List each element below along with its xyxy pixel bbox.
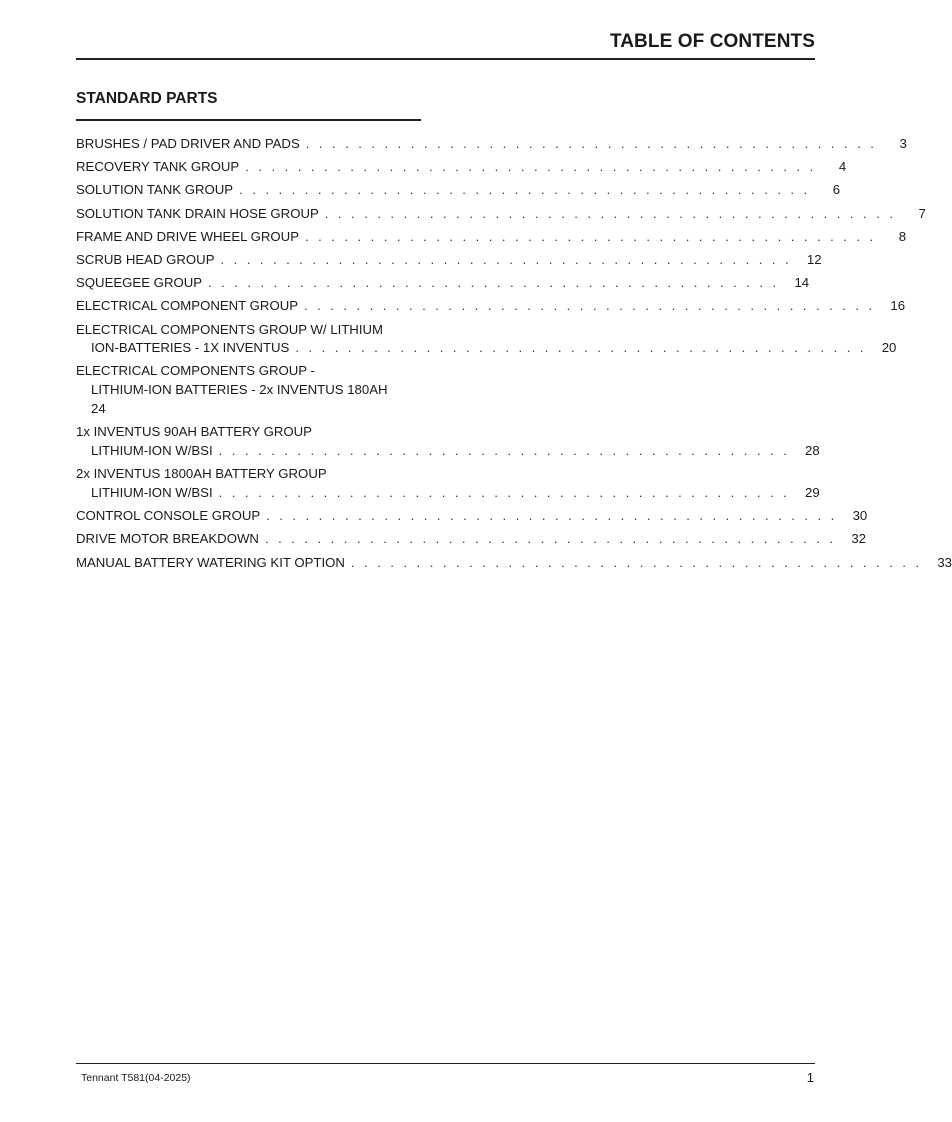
toc-entry[interactable] <box>76 274 810 293</box>
toc-entry[interactable] <box>76 297 906 316</box>
section-rule <box>76 119 421 121</box>
toc-entry-title: CONTROL CONSOLE GROUP <box>76 508 261 524</box>
toc-dot-leader: . . . . . . . . . . . . . . . . . . . . . . . . . . . . . . . . . . . . . . . . . . . . <box>305 228 877 244</box>
toc-entry-title: SCRUB HEAD GROUP <box>76 251 215 267</box>
section-title: STANDARD PARTS <box>76 90 218 107</box>
toc-page-number: 7 <box>918 205 926 221</box>
toc-entry[interactable] <box>76 135 907 154</box>
toc-line <box>76 297 906 316</box>
toc-page-number: 29 <box>805 485 820 501</box>
toc-line <box>76 442 820 461</box>
toc-line <box>76 339 897 358</box>
toc-page-number: 32 <box>851 531 866 547</box>
toc-entry-title: LITHIUM-ION W/BSI <box>91 485 213 501</box>
toc-page-number: 12 <box>806 251 822 267</box>
header-rule <box>76 58 815 60</box>
toc-entry-title: ION-BATTERIES - 1X INVENTUS <box>91 340 290 356</box>
toc-entry-title: LITHIUM-ION W/BSI <box>91 443 213 459</box>
toc-entry-title: FRAME AND DRIVE WHEEL GROUP <box>76 228 299 244</box>
toc-entry[interactable] <box>76 362 421 418</box>
toc-entry-title: SOLUTION TANK GROUP <box>76 182 234 198</box>
toc-entry[interactable] <box>76 321 897 359</box>
toc-page-number: 4 <box>838 159 847 175</box>
toc-entry[interactable] <box>76 530 866 549</box>
toc-entry[interactable] <box>76 507 868 526</box>
toc-line <box>76 400 421 419</box>
toc-entry-title: 24 <box>91 401 106 417</box>
footer-page-number: 1 <box>806 1070 814 1085</box>
toc-entry[interactable] <box>76 423 820 461</box>
toc-entry-title: DRIVE MOTOR BREAKDOWN <box>76 531 259 547</box>
toc-entry-title: BRUSHES / PAD DRIVER AND PADS <box>76 136 300 151</box>
footer-document-id: Tennant T581(04-2025) <box>81 1072 191 1084</box>
toc-dot-leader: . . . . . . . . . . . . . . . . . . . . . . . . . . . . . . . . . . . . . . . . . . . . <box>218 443 790 459</box>
toc-dot-leader: . . . . . . . . . . . . . . . . . . . . . . . . . . . . . . . . . . . . . . . . . . . . <box>208 275 780 291</box>
toc-page-number: 3 <box>899 136 907 151</box>
footer-rule <box>76 1063 815 1064</box>
toc-entry[interactable] <box>76 158 847 177</box>
toc-page-number: 6 <box>832 182 841 198</box>
toc-page-number: 16 <box>890 298 906 314</box>
toc-entry-title: RECOVERY TANK GROUP <box>76 159 240 175</box>
toc-entry-title: LITHIUM-ION BATTERIES - 2x INVENTUS 180AH <box>91 382 388 398</box>
toc-dot-leader: . . . . . . . . . . . . . . . . . . . . . . . . . . . . . . . . . . . . . . . . . . . . <box>305 136 877 151</box>
toc-entry-title: ELECTRICAL COMPONENT GROUP <box>76 298 299 314</box>
toc-line <box>76 321 421 340</box>
toc-dot-leader: . . . . . . . . . . . . . . . . . . . . . . . . . . . . . . . . . . . . . . . . . . . . <box>220 251 792 267</box>
toc-dot-leader: . . . . . . . . . . . . . . . . . . . . . . . . . . . . . . . . . . . . . . . . . . . . <box>324 205 896 221</box>
toc-line <box>76 181 841 200</box>
toc-line <box>76 251 822 270</box>
toc-line <box>76 228 907 247</box>
toc-entry-title: MANUAL BATTERY WATERING KIT OPTION <box>76 554 345 570</box>
toc-dot-leader: . . . . . . . . . . . . . . . . . . . . . . . . . . . . . . . . . . . . . . . . . . . . <box>239 182 811 198</box>
toc-line <box>76 158 847 177</box>
toc-dot-leader: . . . . . . . . . . . . . . . . . . . . . . . . . . . . . . . . . . . . . . . . . . . . <box>304 298 876 314</box>
toc-page-number: 8 <box>898 228 907 244</box>
toc-entry[interactable] <box>76 181 841 200</box>
toc-entry-title: ELECTRICAL COMPONENTS GROUP - <box>76 363 315 379</box>
table-of-contents <box>76 135 952 577</box>
toc-entry-title: SOLUTION TANK DRAIN HOSE GROUP <box>76 205 319 221</box>
toc-entry[interactable] <box>76 465 820 503</box>
toc-line <box>76 205 926 224</box>
toc-dot-leader: . . . . . . . . . . . . . . . . . . . . . . . . . . . . . . . . . . . . . . . . . . . . <box>264 531 836 547</box>
toc-line <box>76 381 421 400</box>
page-title: TABLE OF CONTENTS <box>609 31 815 52</box>
toc-page-number: 14 <box>794 275 810 291</box>
toc-entry[interactable] <box>76 228 907 247</box>
toc-dot-leader: . . . . . . . . . . . . . . . . . . . . . . . . . . . . . . . . . . . . . . . . . . . . <box>266 508 838 524</box>
toc-entry[interactable] <box>76 205 926 224</box>
toc-page-number: 30 <box>852 508 868 524</box>
toc-line <box>76 423 421 442</box>
toc-line <box>76 530 866 549</box>
toc-line <box>76 135 907 154</box>
toc-line <box>76 362 421 381</box>
toc-page-number: 28 <box>805 443 820 459</box>
toc-dot-leader: . . . . . . . . . . . . . . . . . . . . . . . . . . . . . . . . . . . . . . . . . . . . <box>245 159 817 175</box>
toc-line <box>76 274 810 293</box>
toc-page-number: 20 <box>881 340 897 356</box>
toc-dot-leader: . . . . . . . . . . . . . . . . . . . . . . . . . . . . . . . . . . . . . . . . . . . . <box>218 485 790 501</box>
toc-entry[interactable] <box>76 251 822 270</box>
toc-entry-title: ELECTRICAL COMPONENTS GROUP W/ LITHIUM <box>76 321 384 337</box>
toc-line <box>76 465 421 484</box>
toc-line <box>76 554 952 573</box>
toc-page-number: 33 <box>937 554 952 570</box>
toc-line <box>76 507 868 526</box>
toc-dot-leader: . . . . . . . . . . . . . . . . . . . . . . . . . . . . . . . . . . . . . . . . . . . . <box>295 340 867 356</box>
toc-dot-leader: . . . . . . . . . . . . . . . . . . . . . . . . . . . . . . . . . . . . . . . . . . . . <box>350 554 922 570</box>
toc-entry[interactable] <box>76 554 952 573</box>
toc-entry-title: 1x INVENTUS 90AH BATTERY GROUP <box>76 424 312 440</box>
toc-entry-title: 2x INVENTUS 1800AH BATTERY GROUP <box>76 466 327 482</box>
toc-line <box>76 484 820 503</box>
toc-entry-title: SQUEEGEE GROUP <box>76 275 203 291</box>
